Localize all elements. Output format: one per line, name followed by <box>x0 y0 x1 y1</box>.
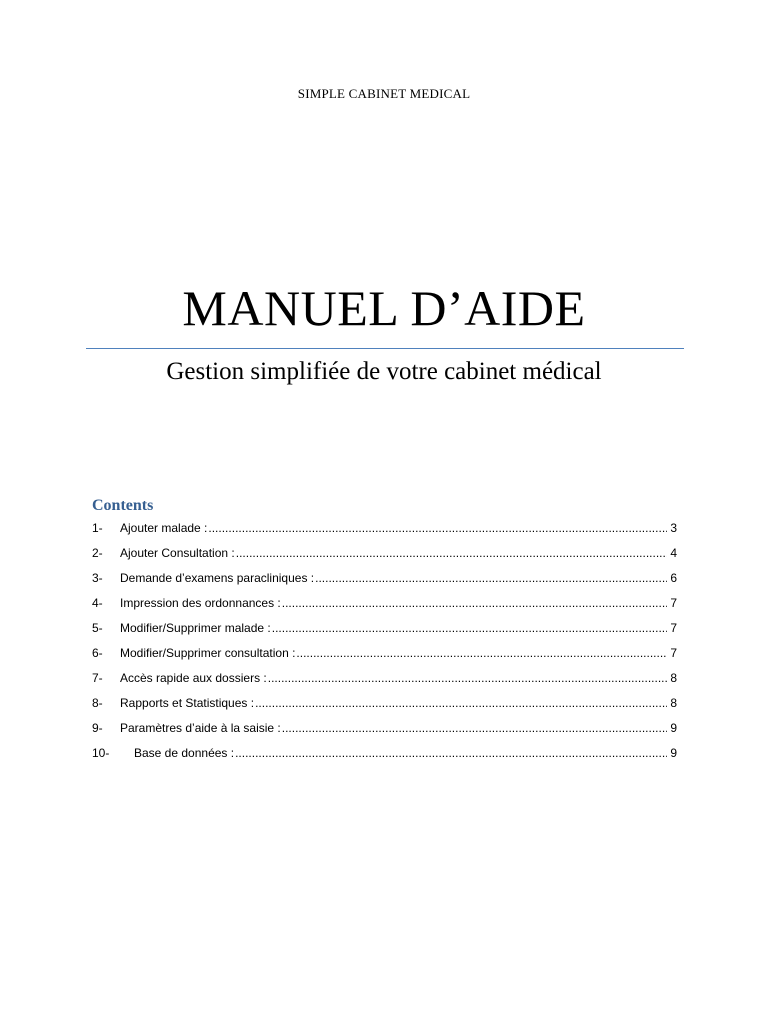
title-divider <box>86 348 684 349</box>
toc-entry-page: 6 <box>670 571 677 585</box>
toc-heading: Contents <box>92 497 154 514</box>
toc-entry-label: Accès rapide aux dossiers : <box>120 671 267 685</box>
toc-entry-number: 6- <box>92 646 103 660</box>
toc-dot-leader <box>272 618 667 638</box>
toc-entry[interactable] <box>92 568 677 593</box>
toc-entry[interactable] <box>92 643 677 668</box>
toc-entry[interactable] <box>92 693 677 718</box>
toc-entry-page: 8 <box>670 671 677 685</box>
table-of-contents <box>92 518 677 768</box>
toc-dot-leader <box>282 718 667 738</box>
toc-dot-leader <box>315 568 667 588</box>
toc-entry-number: 10- <box>92 746 110 760</box>
toc-entry-number: 9- <box>92 721 103 735</box>
toc-entry[interactable] <box>92 618 677 643</box>
toc-entry-page: 4 <box>670 546 677 560</box>
toc-entry-label: Impression des ordonnances : <box>120 596 281 610</box>
toc-entry-number: 5- <box>92 621 103 635</box>
toc-entry[interactable] <box>92 668 677 693</box>
document-subtitle: Gestion simplifiée de votre cabinet médical <box>166 358 602 385</box>
toc-entry[interactable] <box>92 543 677 568</box>
toc-entry[interactable] <box>92 718 677 743</box>
toc-entry-label: Modifier/Supprimer consultation : <box>120 646 296 660</box>
toc-entry-label: Base de données : <box>134 746 235 760</box>
toc-entry-number: 4- <box>92 596 103 610</box>
toc-entry-page: 9 <box>670 746 677 760</box>
toc-dot-leader <box>236 543 667 563</box>
toc-dot-leader <box>208 518 667 538</box>
toc-entry-page: 7 <box>670 646 677 660</box>
toc-entry-number: 7- <box>92 671 103 685</box>
toc-dot-leader <box>268 668 667 688</box>
toc-entry-label: Demande d’examens paracliniques : <box>120 571 315 585</box>
toc-entry-number: 3- <box>92 571 103 585</box>
toc-entry-label: Modifier/Supprimer malade : <box>120 621 271 635</box>
toc-entry[interactable] <box>92 593 677 618</box>
toc-entry-page: 7 <box>670 621 677 635</box>
toc-entry-label: Ajouter malade : <box>120 521 208 535</box>
document-title: MANUEL D’AIDE <box>182 280 586 336</box>
toc-entry-page: 7 <box>670 596 677 610</box>
toc-entry-page: 9 <box>670 721 677 735</box>
toc-entry-number: 1- <box>92 521 103 535</box>
toc-entry[interactable] <box>92 518 677 543</box>
toc-entry-number: 8- <box>92 696 103 710</box>
document-header: SIMPLE CABINET MEDICAL <box>297 86 471 101</box>
toc-dot-leader <box>296 643 667 663</box>
toc-entry-label: Ajouter Consultation : <box>120 546 235 560</box>
toc-entry-number: 2- <box>92 546 103 560</box>
toc-dot-leader <box>235 743 667 763</box>
toc-entry-label: Paramètres d’aide à la saisie : <box>120 721 281 735</box>
toc-entry[interactable] <box>92 743 677 768</box>
toc-entry-page: 3 <box>670 521 677 535</box>
toc-dot-leader <box>255 693 667 713</box>
toc-entry-label: Rapports et Statistiques : <box>120 696 255 710</box>
toc-dot-leader <box>282 593 667 613</box>
toc-entry-page: 8 <box>670 696 677 710</box>
